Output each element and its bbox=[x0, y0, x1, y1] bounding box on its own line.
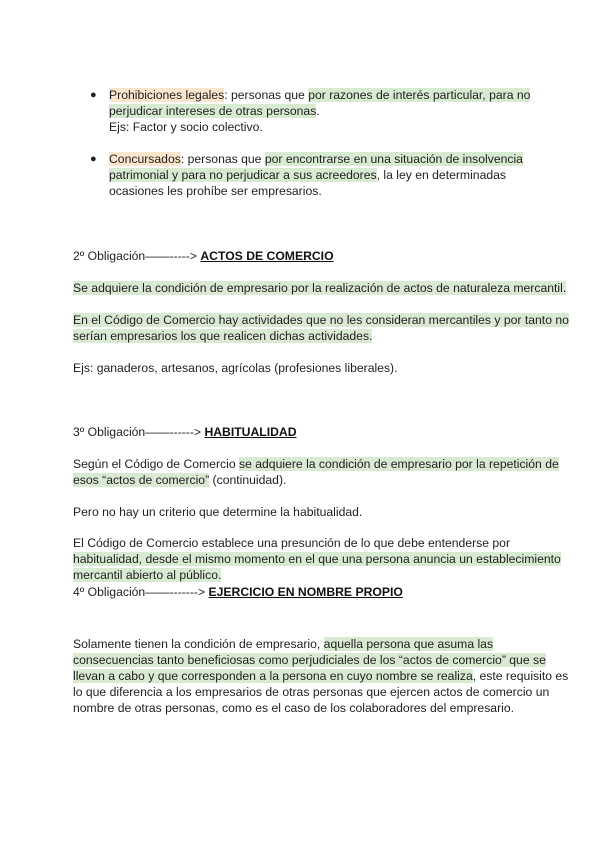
paragraph bbox=[73, 636, 573, 716]
text: : personas que bbox=[224, 88, 309, 102]
section-heading bbox=[73, 248, 573, 264]
highlight: habitualidad, desde el mismo momento en el que una persona anuncia un establecimiento mercantil abierto al público. bbox=[73, 552, 561, 582]
text: El Código de Comercio establece una presunción de lo que debe entenderse por bbox=[73, 536, 511, 550]
bullet-paragraph bbox=[109, 151, 560, 199]
paragraph bbox=[73, 312, 573, 344]
paragraph bbox=[73, 280, 573, 296]
term: Concursados bbox=[109, 152, 181, 166]
text: Solamente tienen la condición de empresario, bbox=[73, 637, 324, 651]
bullet-icon: ● bbox=[90, 153, 97, 165]
heading-prefix: 3º Obligación——------> bbox=[73, 425, 205, 439]
paragraph: Ejs: ganaderos, artesanos, agrícolas (profesiones liberales). bbox=[73, 361, 398, 375]
section-heading bbox=[73, 424, 573, 440]
highlight: por razones de interés particular, para no perjudicar intereses de otras personas bbox=[109, 88, 531, 118]
list-item bbox=[90, 87, 560, 135]
heading-title: EJERCICIO EN NOMBRE PROPIO bbox=[208, 585, 403, 599]
paragraph: Pero no hay un criterio que determine la habitualidad. bbox=[73, 505, 363, 519]
paragraph bbox=[73, 535, 573, 583]
text: , la ley en determinadas ocasiones les prohíbe ser empresarios. bbox=[109, 168, 506, 198]
text: : personas que bbox=[180, 152, 265, 166]
bullet-list bbox=[90, 87, 560, 215]
text: , este requisito es lo que diferencia a los empresarios de otras personas que ejercen actos de comercio un nombre de otras personas, como es el caso de los colaboradores del empresario. bbox=[73, 669, 569, 715]
text: . bbox=[316, 104, 320, 118]
heading-title: HABITUALIDAD bbox=[204, 425, 297, 439]
highlight: En el Código de Comercio hay actividades que no les consideran mercantiles y por tanto no serían empresarios los que realicen dichas actividades. bbox=[73, 313, 569, 343]
highlight: por encontrarse en una situación de insolvencia patrimonial y para no perjudicar a sus acreedores bbox=[109, 152, 523, 182]
list-item bbox=[90, 151, 560, 199]
highlight: Se adquiere la condición de empresario por la realización de actos de naturaleza mercantil. bbox=[73, 281, 567, 295]
heading-prefix: 4º Obligación——-------> bbox=[73, 585, 209, 599]
highlight: se adquiere la condición de empresario por la repetición de esos “actos de comercio” bbox=[73, 457, 559, 487]
term: Prohibiciones legales bbox=[109, 88, 225, 102]
bullet-paragraph bbox=[109, 87, 560, 119]
heading-prefix: 2º Obligación——-----> bbox=[73, 249, 201, 263]
paragraph bbox=[73, 456, 573, 488]
section-heading bbox=[73, 584, 573, 600]
highlight: aquella persona que asuma las consecuencias tanto beneficiosas como perjudiciales de los “actos de comercio” que se llevan a cabo y que corresponden a la persona en cuyo nombre se realiza bbox=[73, 637, 546, 683]
text: Según el Código de Comercio bbox=[73, 457, 239, 471]
heading-title: ACTOS DE COMERCIO bbox=[200, 249, 334, 263]
text: (continuidad). bbox=[209, 473, 287, 487]
example-text: Ejs: Factor y socio colectivo. bbox=[109, 120, 263, 134]
bullet-icon: ● bbox=[90, 89, 97, 101]
